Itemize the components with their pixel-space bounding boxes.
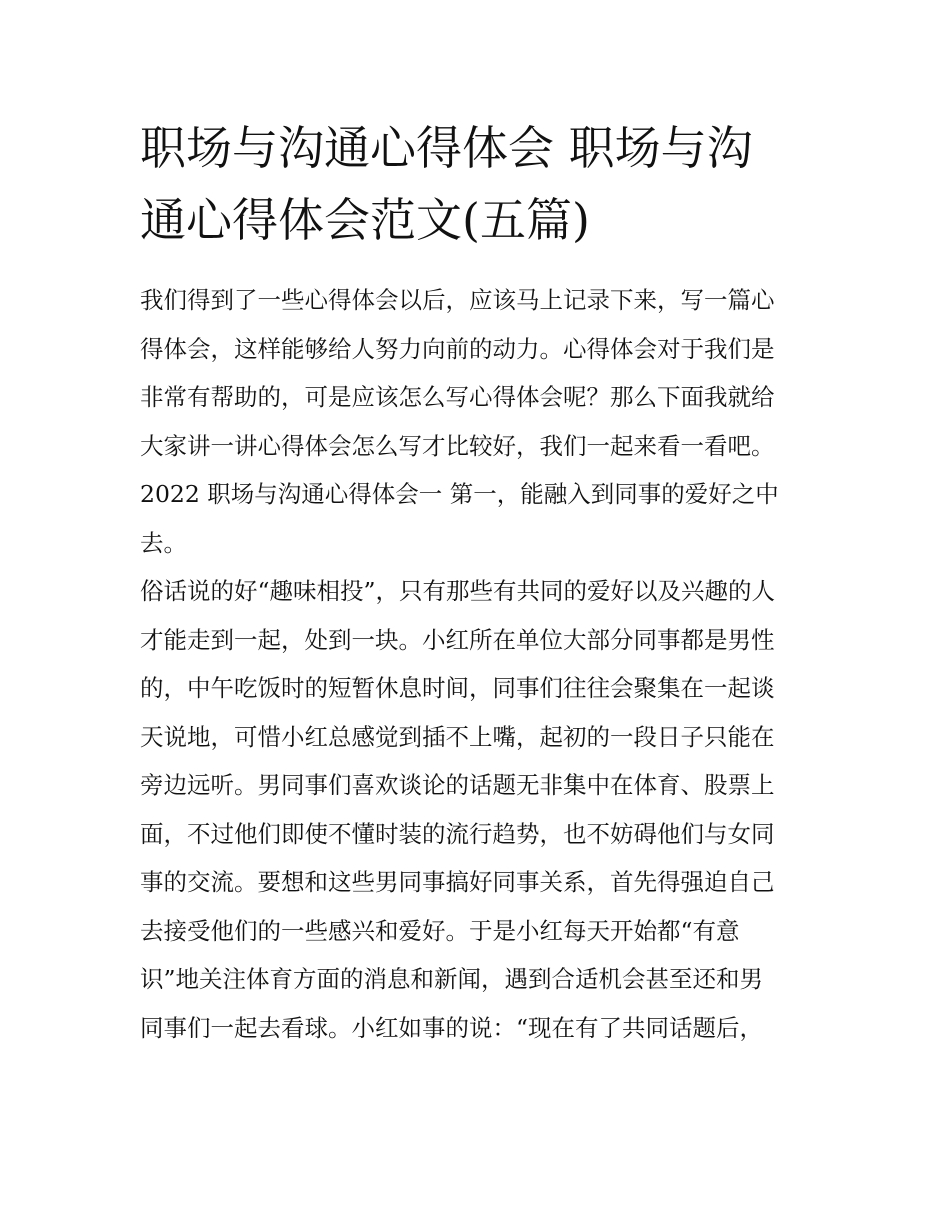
body-line: 大家讲一讲心得体会怎么写才比较好，我们一起来看一看吧。 (140, 431, 775, 460)
body-line: 2022 职场与沟通心得体会一 第一，能融入到同事的爱好之中 (140, 480, 779, 508)
body-line: 的，中午吃饭时的短暂休息时间，同事们往往会聚集在一起谈 (140, 674, 775, 702)
document-body (140, 276, 830, 1052)
body-line: 天说地，可惜小红总感觉到插不上嘴，起初的一段日子只能在 (140, 722, 775, 751)
body-line: 去。 (140, 528, 187, 557)
body-line: 俗话说的好“趣味相投”，只有那些有共同的爱好以及兴趣的人 (140, 577, 776, 605)
body-line: 我们得到了一些心得体会以后，应该马上记录下来，写一篇心 (140, 286, 775, 314)
body-line: 事的交流。要想和这些男同事搞好同事关系，首先得强迫自己 (140, 868, 775, 896)
body-line: 同事们一起去看球。小红如事的说：“现在有了共同话题后， (140, 1013, 764, 1042)
body-line: 才能走到一起，处到一块。小红所在单位大部分同事都是男性 (140, 625, 775, 654)
body-line: 去接受他们的一些感兴和爱好。于是小红每天开始都“有意 (140, 916, 740, 945)
body-line: 得体会，这样能够给人努力向前的动力。心得体会对于我们是 (140, 334, 775, 363)
title-line: 通心得体会范文(五篇) (140, 193, 590, 247)
title-line: 职场与沟通心得体会 职场与沟 (140, 121, 753, 175)
body-line: 旁边远听。男同事们喜欢谈论的话题无非集中在体育、股票上 (140, 771, 775, 799)
document-title (140, 112, 820, 256)
body-line: 面，不过他们即使不懂时装的流行趋势，也不妨碍他们与女同 (140, 819, 775, 848)
body-line: 识”地关注体育方面的消息和新闻，遇到合适机会甚至还和男 (140, 965, 764, 993)
body-line: 非常有帮助的，可是应该怎么写心得体会呢？那么下面我就给 (140, 383, 775, 411)
